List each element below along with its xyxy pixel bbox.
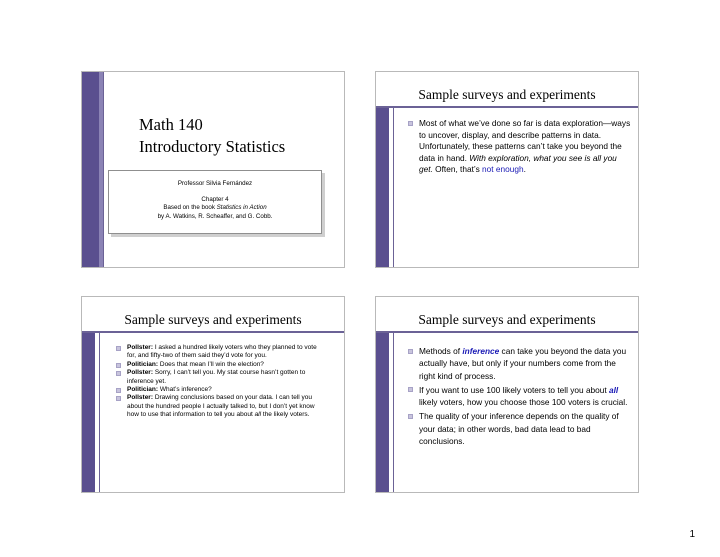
emphasis-text: all (609, 384, 619, 395)
highlight-text: not enough (482, 164, 524, 175)
slide-title: Sample surveys and experiments (124, 312, 302, 327)
slide-accent-bar (82, 333, 95, 492)
course-name: Introductory Statistics (139, 137, 286, 156)
bullet-item (408, 384, 634, 409)
dialogue-italic: all (254, 411, 262, 419)
chapter-label: Chapter 4 (201, 196, 229, 204)
book-title: Statistics in Action (216, 204, 267, 212)
dialogue-item (116, 386, 322, 394)
page-number: 1 (689, 529, 695, 540)
bullet-item (408, 118, 632, 176)
slide-divider-line (99, 333, 100, 492)
dialogue-item (116, 361, 322, 369)
slide-accent-bar (82, 72, 99, 267)
bullet-text-after: can take you beyond the data you actually have, but only if your numbers come from the right kind of process. (419, 346, 627, 381)
book-authors: by A. Watkins, R. Scheaffer, and G. Cobb. (157, 212, 273, 220)
bullet-text-after: likely voters, how you choose those 100 voters is crucial. (419, 397, 628, 408)
slide-4 (375, 296, 639, 493)
bullet-list (408, 345, 634, 449)
course-info-box (108, 170, 322, 234)
title-rule (82, 331, 344, 333)
course-title (139, 114, 285, 158)
course-number: Math 140 (139, 115, 203, 134)
dialogue-text: What’s inference? (158, 386, 212, 394)
dialogue-text: Drawing conclusions based on your data. I can tell you about the hundred people I actually talked to, but I don’t yet know how to use that information to tell you about (127, 394, 315, 419)
square-bullet-icon (408, 121, 413, 126)
title-rule (376, 331, 638, 333)
speaker-label: Pollster: (127, 394, 154, 402)
slide-accent-bar (376, 333, 389, 492)
speaker-label: Politician: (127, 386, 159, 394)
dialogue-list (116, 344, 322, 420)
title-rule (376, 106, 638, 108)
slide-3 (81, 296, 345, 493)
slide-1-title (81, 71, 345, 268)
slide-title: Sample surveys and experiments (418, 87, 596, 102)
dialogue-item (116, 344, 322, 361)
square-bullet-icon (116, 346, 121, 351)
slide-divider-line (393, 333, 394, 492)
bullet-end: . (523, 164, 526, 175)
dialogue-item (116, 369, 322, 386)
speaker-label: Pollster: (127, 344, 154, 351)
bullet-item (408, 410, 634, 447)
square-bullet-icon (116, 388, 121, 393)
bullet-text: If you want to use 100 likely voters to tell you about (419, 384, 610, 395)
emphasis-text: inference (462, 346, 500, 356)
bullet-text-after: Often, that’s (432, 164, 483, 175)
slide-title: Sample surveys and experiments (418, 312, 596, 327)
slide-divider-line (393, 108, 394, 267)
bullet-text: Methods of (419, 346, 463, 356)
bullet-item (408, 345, 634, 382)
square-bullet-icon (116, 396, 121, 401)
bullet-text: Most of what we’ve done so far is data exploration—ways to uncover, display, and describe patterns in data. Unfortunately, these patterns can’t take you beyond the data in hand. (419, 118, 631, 163)
bullet-list (408, 118, 632, 176)
professor-name: Professor Silvia Fernández (177, 180, 253, 187)
slide-divider-line (103, 72, 104, 267)
dialogue-text: Sorry, I can’t tell you. My stat course hasn’t gotten to inference yet. (127, 369, 306, 385)
dialogue-text: I asked a hundred likely voters who they planned to vote for, and fifty-two of them said they’d vote for you. (127, 344, 317, 360)
speaker-label: Politician: (127, 360, 159, 368)
book-prefix: Based on the book (163, 204, 217, 212)
dialogue-text-after: the likely voters. (261, 411, 310, 419)
dialogue-text: Does that mean I’ll win the election? (158, 360, 264, 368)
square-bullet-icon (408, 349, 413, 354)
square-bullet-icon (116, 363, 121, 368)
slide-2 (375, 71, 639, 268)
dialogue-item (116, 394, 322, 419)
bullet-text: The quality of your inference depends on the quality of your data; in other words, bad data lead to bad conclusions. (419, 411, 619, 447)
book-reference (109, 204, 321, 212)
square-bullet-icon (408, 387, 413, 392)
bullet-italic-text: With exploration, what you see is all you get. (419, 152, 617, 175)
square-bullet-icon (408, 414, 413, 419)
square-bullet-icon (116, 371, 121, 376)
speaker-label: Pollster: (127, 369, 154, 377)
slide-accent-bar (376, 108, 389, 267)
